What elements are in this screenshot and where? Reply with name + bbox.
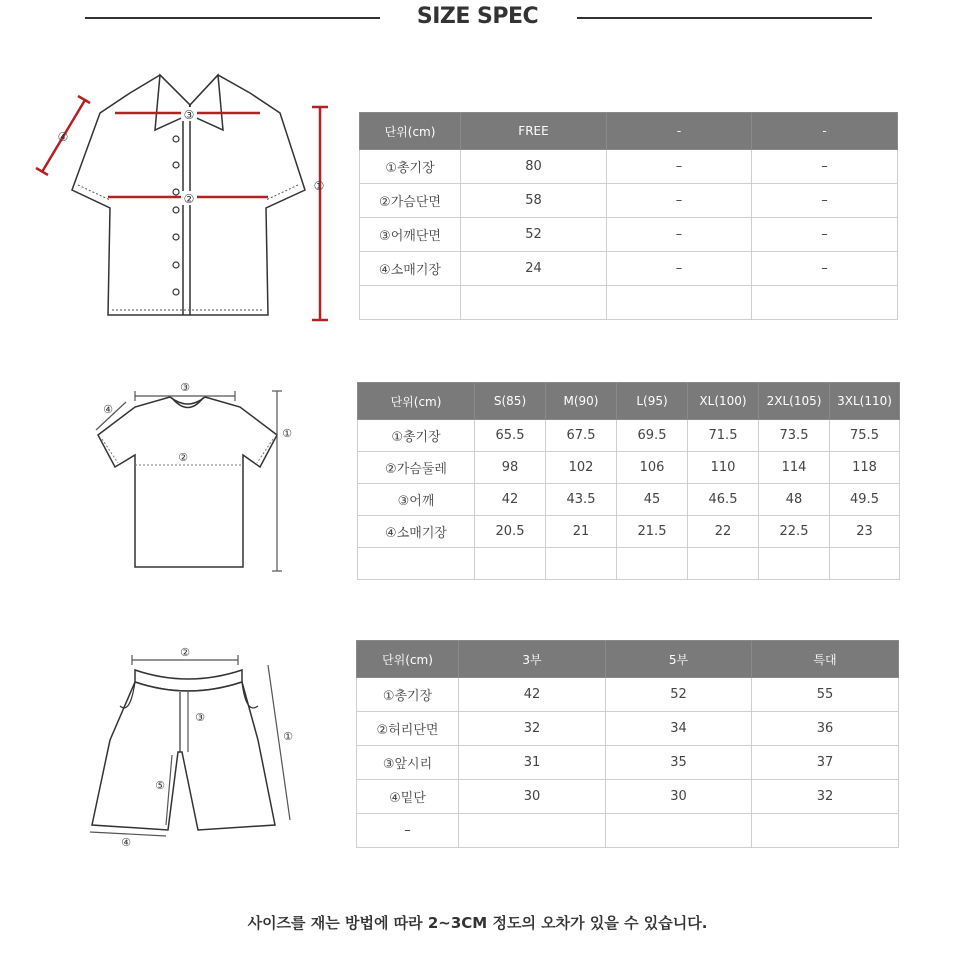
cell: 102 (546, 452, 617, 484)
title-rule-right (577, 17, 872, 19)
cell (688, 548, 759, 580)
cell: 43.5 (546, 484, 617, 516)
shirt-shoulder-label: ③ (183, 108, 195, 122)
shirt-size-table (359, 112, 898, 320)
row-label: ①총기장 (360, 150, 461, 184)
cell (459, 814, 606, 848)
cell: 118 (830, 452, 900, 484)
tshirt-shoulder-label: ③ (180, 381, 190, 394)
cell: 106 (617, 452, 688, 484)
header-cell: - (607, 113, 752, 150)
cell (830, 548, 900, 580)
shorts-size-table (356, 640, 899, 848)
header-cell: 5부 (606, 641, 752, 678)
row-label: ③어깨 (358, 484, 475, 516)
cell: – (607, 252, 752, 286)
cell: 45 (617, 484, 688, 516)
shirt-sleeve-label: ④ (57, 130, 69, 144)
title-rule-left (85, 17, 380, 19)
row-label: ②가슴단면 (360, 184, 461, 218)
shorts-inseam-label: ⑤ (155, 779, 165, 792)
cell: 65.5 (475, 420, 546, 452)
cell: 80 (461, 150, 607, 184)
cell: 52 (606, 678, 752, 712)
cell: 42 (475, 484, 546, 516)
cell (607, 286, 752, 320)
cell: 21.5 (617, 516, 688, 548)
cell (759, 548, 830, 580)
row-label: ②가슴둘레 (358, 452, 475, 484)
row-label: ④소매기장 (360, 252, 461, 286)
cell: – (607, 150, 752, 184)
row-label (360, 286, 461, 320)
header-cell: 3XL(110) (830, 383, 900, 420)
header-cell: 3부 (459, 641, 606, 678)
cell (617, 548, 688, 580)
cell: 20.5 (475, 516, 546, 548)
cell: – (752, 252, 898, 286)
cell: 52 (461, 218, 607, 252)
cell: 22 (688, 516, 759, 548)
cell (752, 286, 898, 320)
cell: – (752, 218, 898, 252)
row-label: ①총기장 (358, 420, 475, 452)
cell: 69.5 (617, 420, 688, 452)
header-cell: - (752, 113, 898, 150)
cell: 67.5 (546, 420, 617, 452)
cell: 75.5 (830, 420, 900, 452)
table-header-row (360, 113, 898, 150)
cell: 36 (752, 712, 899, 746)
shorts-hem-label: ④ (121, 836, 131, 849)
shorts-waist-label: ② (180, 646, 190, 659)
table-row (357, 712, 899, 746)
header-cell: L(95) (617, 383, 688, 420)
table-header-row (357, 641, 899, 678)
shorts-rise-label: ③ (195, 711, 205, 724)
cell: 55 (752, 678, 899, 712)
cell: 48 (759, 484, 830, 516)
tshirt-length-label: ① (282, 427, 292, 440)
table-row (360, 286, 898, 320)
table-row (358, 484, 900, 516)
header-cell: 단위(cm) (357, 641, 459, 678)
cell: 42 (459, 678, 606, 712)
table-row (358, 420, 900, 452)
cell: 30 (459, 780, 606, 814)
header-cell: S(85) (475, 383, 546, 420)
cell (752, 814, 899, 848)
cell: 71.5 (688, 420, 759, 452)
cell (606, 814, 752, 848)
header-cell: 2XL(105) (759, 383, 830, 420)
cell: 22.5 (759, 516, 830, 548)
tshirt-illustration (80, 375, 310, 580)
cell: 32 (459, 712, 606, 746)
cell (475, 548, 546, 580)
tshirt-chest-label: ② (178, 451, 188, 464)
cell: 73.5 (759, 420, 830, 452)
cell: 37 (752, 746, 899, 780)
table-row (358, 516, 900, 548)
cell: 58 (461, 184, 607, 218)
header-cell: M(90) (546, 383, 617, 420)
cell: 110 (688, 452, 759, 484)
shirt-illustration (30, 65, 340, 330)
cell: 30 (606, 780, 752, 814)
table-row (357, 678, 899, 712)
cell: 21 (546, 516, 617, 548)
table-row (360, 184, 898, 218)
page-title: SIZE SPEC (416, 4, 539, 29)
header-cell: 단위(cm) (358, 383, 475, 420)
cell (546, 548, 617, 580)
header-cell: 단위(cm) (360, 113, 461, 150)
table-row (358, 548, 900, 580)
cell: 98 (475, 452, 546, 484)
table-row (360, 150, 898, 184)
table-row (358, 452, 900, 484)
cell: 46.5 (688, 484, 759, 516)
row-label: ②허리단면 (357, 712, 459, 746)
table-row (357, 814, 899, 848)
row-label: ④밑단 (357, 780, 459, 814)
cell: 32 (752, 780, 899, 814)
row-label: ③앞시리 (357, 746, 459, 780)
row-label: – (357, 814, 459, 848)
table-row (360, 218, 898, 252)
row-label (358, 548, 475, 580)
shorts-length-label: ① (283, 730, 293, 743)
header-cell: XL(100) (688, 383, 759, 420)
table-row (360, 252, 898, 286)
table-header-row (358, 383, 900, 420)
measurement-note: 사이즈를 재는 방법에 따라 2~3CM 정도의 오차가 있을 수 있습니다. (247, 914, 708, 932)
cell (461, 286, 607, 320)
cell: – (752, 150, 898, 184)
tshirt-size-table (357, 382, 900, 580)
table-row (357, 780, 899, 814)
cell: 24 (461, 252, 607, 286)
cell: – (607, 184, 752, 218)
row-label: ①총기장 (357, 678, 459, 712)
table-row (357, 746, 899, 780)
cell: 49.5 (830, 484, 900, 516)
shorts-illustration (80, 640, 310, 855)
header-cell: FREE (461, 113, 607, 150)
shirt-length-label: ① (313, 179, 325, 193)
row-label: ③어깨단면 (360, 218, 461, 252)
cell: 31 (459, 746, 606, 780)
cell: – (752, 184, 898, 218)
header-cell: 특대 (752, 641, 899, 678)
cell: 114 (759, 452, 830, 484)
cell: 35 (606, 746, 752, 780)
tshirt-sleeve-label: ④ (103, 403, 113, 416)
row-label: ④소매기장 (358, 516, 475, 548)
cell: – (607, 218, 752, 252)
shirt-chest-label: ② (183, 192, 195, 206)
cell: 23 (830, 516, 900, 548)
cell: 34 (606, 712, 752, 746)
